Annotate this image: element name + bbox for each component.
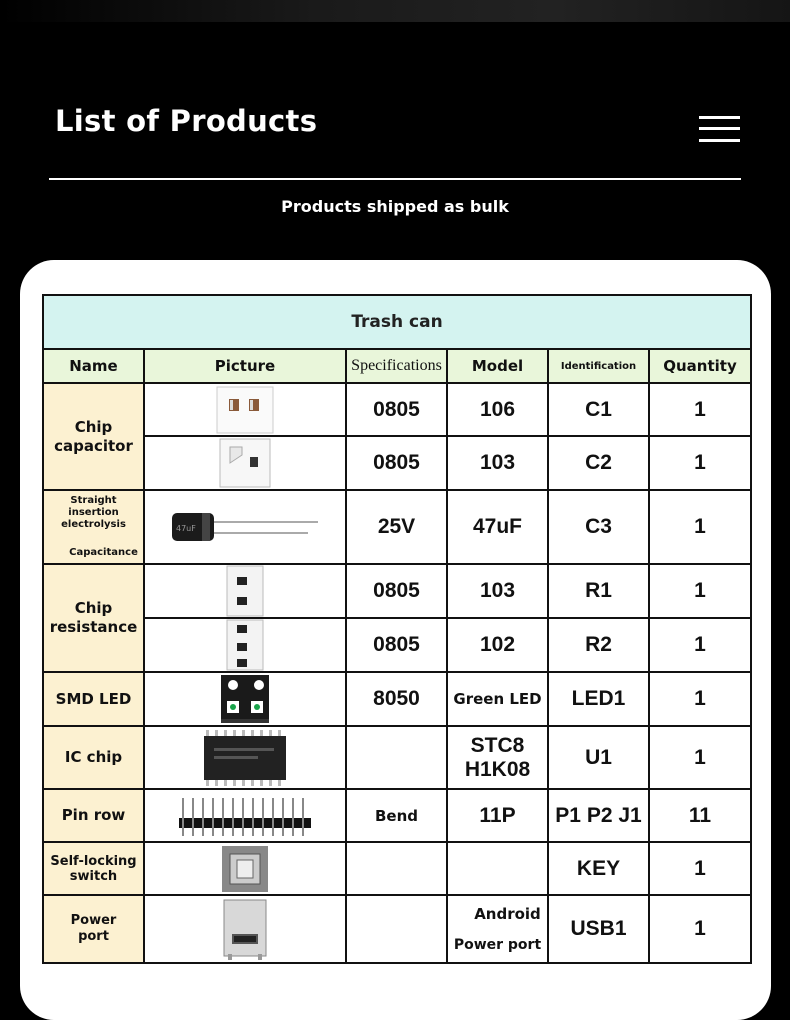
qty-cell: 1 — [649, 436, 751, 490]
name-cell: Pin row — [43, 789, 144, 842]
id-cell: C2 — [548, 436, 649, 490]
table-row — [43, 564, 751, 618]
name-line-2: port — [78, 929, 109, 944]
qty-cell: 1 — [649, 895, 751, 963]
id-cell: C1 — [548, 383, 649, 436]
pin-header-image — [144, 789, 346, 842]
name-line-1: Self-locking — [50, 853, 137, 869]
table-row — [43, 618, 751, 672]
name-line-1: Straight insertion electrolysis — [61, 495, 126, 530]
spec-cell: 0805 — [346, 564, 447, 618]
page-subtitle: Products shipped as bulk — [281, 197, 509, 216]
table-caption: Trash can — [43, 295, 751, 349]
id-cell: LED1 — [548, 672, 649, 726]
ic-chip-image — [144, 726, 346, 789]
smd-led-image — [144, 672, 346, 726]
chip-capacitor-image — [144, 436, 346, 490]
qty-cell: 1 — [649, 490, 751, 564]
chip-capacitor-image — [144, 383, 346, 436]
usb-port-image — [144, 895, 346, 963]
model-cell — [447, 895, 548, 963]
spec-cell: Bend — [346, 789, 447, 842]
table-row — [43, 672, 751, 726]
spec-cell: 0805 — [346, 436, 447, 490]
chip-resistor-image — [144, 618, 346, 672]
qty-cell: 1 — [649, 726, 751, 789]
table-header-row — [43, 349, 751, 383]
model-cell: 102 — [447, 618, 548, 672]
model-cell: 103 — [447, 436, 548, 490]
col-header-name: Name — [43, 349, 144, 383]
spec-cell: 25V — [346, 490, 447, 564]
col-header-identification: Identification — [548, 349, 649, 383]
id-cell: KEY — [548, 842, 649, 895]
table-row — [43, 436, 751, 490]
table-row — [43, 490, 751, 564]
spec-cell — [346, 726, 447, 789]
spec-cell: 0805 — [346, 383, 447, 436]
id-cell: U1 — [548, 726, 649, 789]
model-line-2: Power port — [453, 937, 542, 953]
id-cell: P1 P2 J1 — [548, 789, 649, 842]
hamburger-menu-icon[interactable] — [699, 116, 741, 144]
table-row — [43, 726, 751, 789]
name-cell — [43, 842, 144, 895]
id-cell: R2 — [548, 618, 649, 672]
qty-cell: 1 — [649, 672, 751, 726]
name-cell: SMD LED — [43, 672, 144, 726]
table-row — [43, 842, 751, 895]
name-cell: IC chip — [43, 726, 144, 789]
qty-cell: 1 — [649, 564, 751, 618]
qty-cell: 1 — [649, 383, 751, 436]
table-row — [43, 895, 751, 963]
id-cell: C3 — [548, 490, 649, 564]
electrolytic-capacitor-image — [144, 490, 346, 564]
name-line-2: Capacitance — [69, 547, 138, 558]
self-locking-switch-image — [144, 842, 346, 895]
qty-cell: 11 — [649, 789, 751, 842]
model-line-1: Android — [474, 905, 541, 923]
col-header-specifications: Specifications — [346, 349, 447, 383]
model-cell: 106 — [447, 383, 548, 436]
model-cell — [447, 726, 548, 789]
model-cell — [447, 842, 548, 895]
model-cell: 103 — [447, 564, 548, 618]
name-line-2: switch — [69, 868, 118, 884]
table-row — [43, 383, 751, 436]
svg-text:47uF: 47uF — [176, 524, 196, 533]
id-cell: R1 — [548, 564, 649, 618]
col-header-model: Model — [447, 349, 548, 383]
qty-cell: 1 — [649, 618, 751, 672]
spec-cell: 0805 — [346, 618, 447, 672]
model-line-1: STC8 — [470, 733, 525, 757]
name-cell — [43, 490, 144, 564]
name-line-1: Power — [70, 913, 117, 928]
name-cell — [43, 895, 144, 963]
spec-cell — [346, 842, 447, 895]
col-header-picture: Picture — [144, 349, 346, 383]
product-table — [42, 294, 752, 964]
model-line-2: H1K08 — [464, 757, 531, 781]
spec-cell — [346, 895, 447, 963]
top-banner-strip — [0, 0, 790, 22]
id-cell: USB1 — [548, 895, 649, 963]
name-cell: Chip capacitor — [43, 383, 144, 490]
qty-cell: 1 — [649, 842, 751, 895]
page-title: List of Products — [55, 104, 318, 138]
model-cell: Green LED — [447, 672, 548, 726]
col-header-quantity: Quantity — [649, 349, 751, 383]
divider — [49, 178, 741, 180]
spec-cell: 8050 — [346, 672, 447, 726]
chip-resistor-image — [144, 564, 346, 618]
table-row — [43, 789, 751, 842]
model-cell: 47uF — [447, 490, 548, 564]
name-cell: Chip resistance — [43, 564, 144, 672]
model-cell: 11P — [447, 789, 548, 842]
